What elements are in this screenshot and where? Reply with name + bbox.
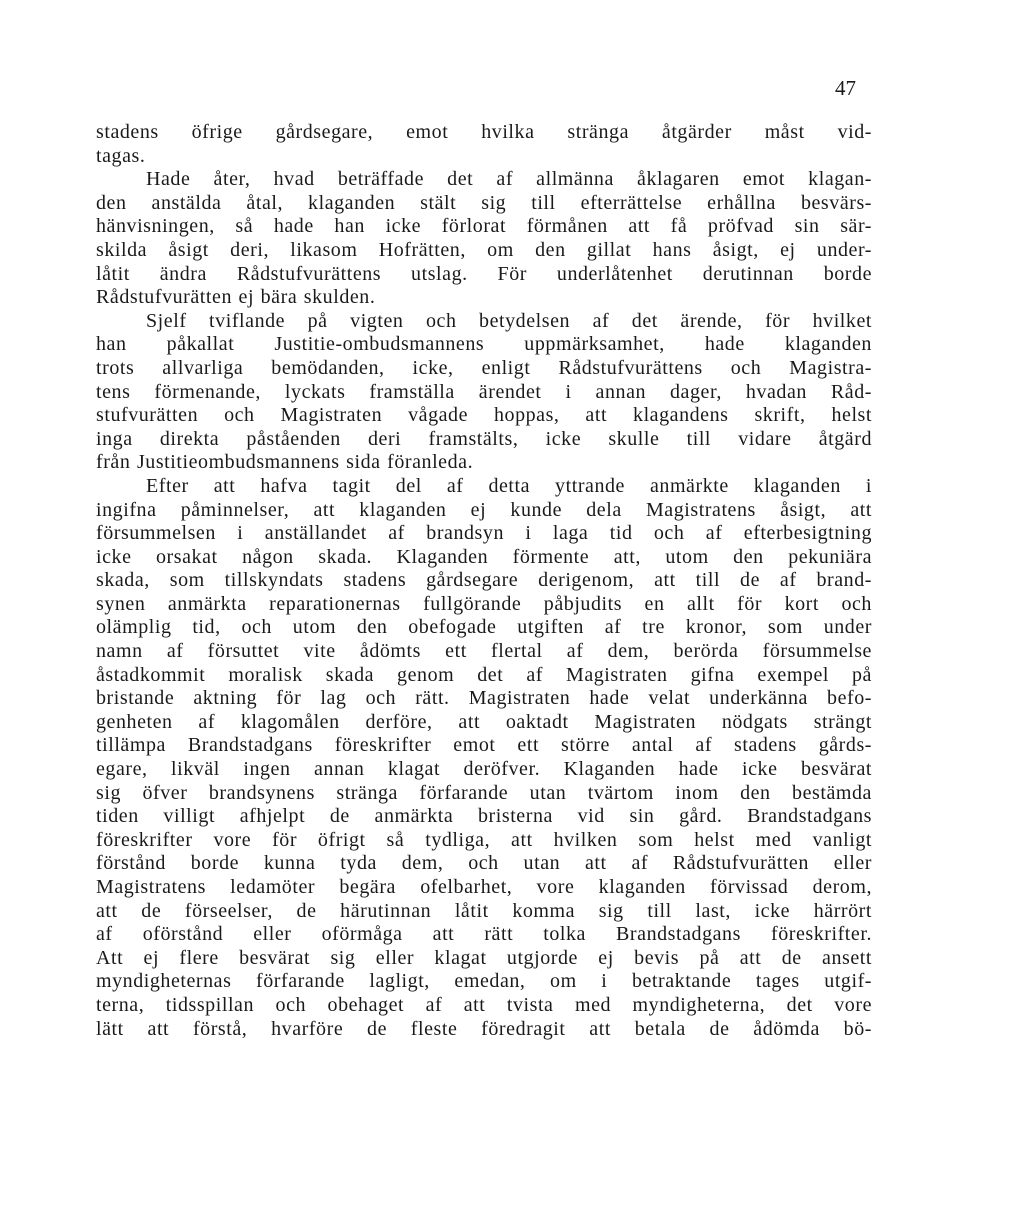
- text-line: från Justitieombudsmannens sida föranleda.: [96, 451, 474, 474]
- body-text: [96, 121, 872, 1041]
- text-line: sig öfver brandsynens stränga förfarande utan tvärtom inom den bestämda: [96, 781, 872, 804]
- text-line: Sjelf tviflande på vigten och betydelsen af det ärende, för hvilket: [146, 309, 872, 332]
- text-line: af oförstånd eller oförmåga att rätt tolka Brandstadgans föreskrifter.: [96, 923, 872, 946]
- text-line: inga direkta påståenden deri framstälts, icke skulle till vidare åtgärd: [96, 427, 872, 450]
- text-line: tillämpa Brandstadgans föreskrifter emot ett större antal af stadens gårds-: [96, 734, 872, 757]
- text-line: hänvisningen, så hade han icke förlorat förmånen att få pröfvad sin sär-: [96, 215, 872, 238]
- text-line: synen anmärkta reparationernas fullgörande påbjudits en allt för kort och: [96, 592, 872, 615]
- text-line: olämplig tid, och utom den obefogade utgiften af tre kronor, som under: [96, 616, 872, 639]
- text-line: han påkallat Justitie-ombudsmannens uppmärksamhet, hade klaganden: [96, 333, 872, 356]
- text-line: skada, som tillskyndats stadens gårdsegare derigenom, att till de af brand-: [96, 569, 872, 592]
- text-line: låtit ändra Rådstufvurättens utslag. För underlåtenhet derutinnan borde: [96, 262, 872, 285]
- paragraph: [96, 310, 872, 475]
- paragraph: [96, 168, 872, 310]
- text-line: den anstälda åtal, klaganden stält sig till efterrättelse erhållna besvärs-: [96, 191, 872, 214]
- text-line: egare, likväl ingen annan klagat deröfver. Klaganden hade icke besvärat: [96, 758, 872, 781]
- text-line: namn af försuttet vite ådömts ett flertal af dem, berörda försummelse: [96, 640, 872, 663]
- text-line: bristande aktning för lag och rätt. Magistraten hade velat underkänna befo-: [96, 687, 872, 710]
- text-line: Hade åter, hvad beträffade det af allmänna åklagaren emot klagan-: [146, 168, 872, 191]
- text-line: förstånd borde kunna tyda dem, och utan att af Rådstufvurätten eller: [96, 852, 872, 875]
- text-line: myndigheternas förfarande lagligt, emedan, om i betraktande tages utgif-: [96, 970, 872, 993]
- text-line: Magistratens ledamöter begära ofelbarhet, vore klaganden förvissad derom,: [96, 876, 872, 898]
- text-line: icke orsakat någon skada. Klaganden förmente att, utom den pekuniära: [96, 545, 872, 568]
- text-line: genheten af klagomålen derföre, att oaktadt Magistraten nödgats strängt: [96, 710, 872, 733]
- text-line: ingifna påminnelser, att klaganden ej kunde dela Magistratens åsigt, att: [96, 498, 872, 521]
- text-line: skilda åsigt deri, likasom Hofrätten, om den gillat hans åsigt, ej under-: [96, 238, 872, 261]
- paragraph: [96, 121, 872, 168]
- text-line: tagas.: [96, 144, 146, 167]
- text-line: stufvurätten och Magistraten vågade hoppas, att klagandens skrift, helst: [96, 404, 872, 427]
- text-line: Efter att hafva tagit del af detta yttrande anmärkte klaganden i: [146, 474, 872, 497]
- text-line: att de förseelser, de härutinnan låtit komma sig till last, icke härrört: [96, 899, 872, 922]
- paragraph: [96, 475, 872, 1041]
- page-number: 47: [835, 76, 856, 100]
- text-line: tiden villigt afhjelpt de anmärkta bristerna vid sin gård. Brandstadgans: [96, 805, 872, 828]
- text-line: Rådstufvurätten ej bära skulden.: [96, 286, 376, 309]
- text-line: försummelsen i anställandet af brandsyn i laga tid och af efterbesigtning: [96, 522, 872, 545]
- text-line: stadens öfrige gårdsegare, emot hvilka stränga åtgärder måst vid-: [96, 121, 872, 143]
- text-line: trots allvarliga bemödanden, icke, enligt Rådstufvurättens och Magistra-: [96, 356, 872, 379]
- text-line: föreskrifter vore för öfrigt så tydliga, att hvilken som helst med vanligt: [96, 828, 872, 851]
- text-line: lätt att förstå, hvarföre de fleste föredragit att betala de ådömda bö-: [96, 1017, 872, 1040]
- text-line: tens förmenande, lyckats framställa ärendet i annan dager, hvadan Råd-: [96, 380, 872, 403]
- text-line: terna, tidsspillan och obehaget af att tvista med myndigheterna, det vore: [96, 993, 872, 1016]
- text-line: Att ej flere besvärat sig eller klagat utgjorde ej bevis på att de ansett: [96, 946, 872, 969]
- text-line: åstadkommit moralisk skada genom det af Magistraten gifna exempel på: [96, 663, 872, 686]
